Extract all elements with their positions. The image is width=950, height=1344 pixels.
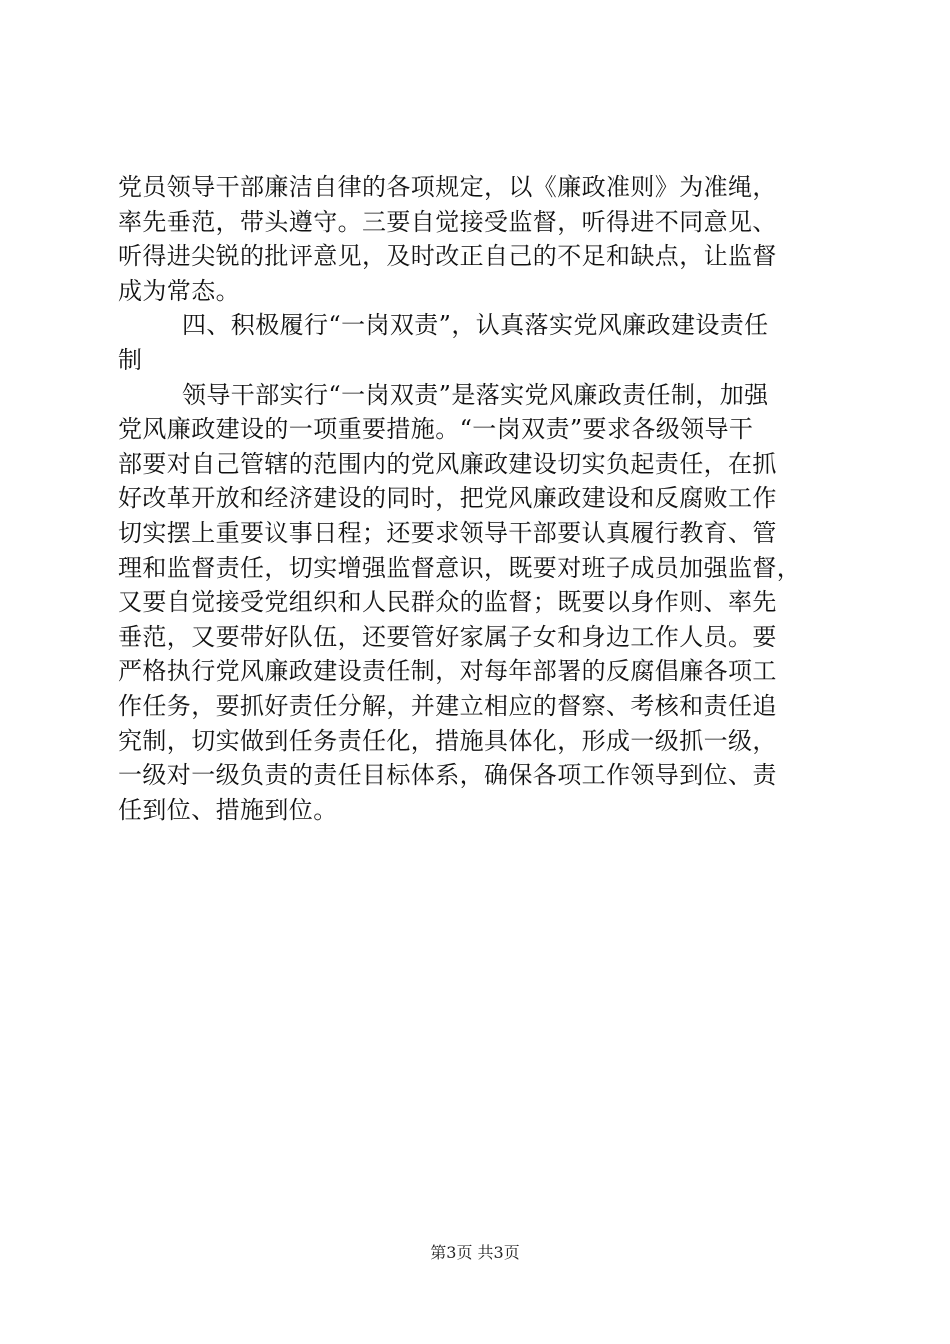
document-body — [118, 170, 838, 827]
page-footer: 第3页 共3页 — [430, 1243, 520, 1262]
text-line: 党员领导干部廉洁自律的各项规定，以《廉政准则》为准绳， — [118, 173, 777, 201]
text-line: 好改革开放和经济建设的同时，把党风廉政建设和反腐败工作 — [118, 484, 777, 513]
text-line: 理和监督责任，切实增强监督意识，既要对班子成员加强监督， — [118, 553, 802, 582]
text-line: 垂范，又要带好队伍，还要管好家属子女和身边工作人员。要 — [118, 622, 777, 651]
text-line: 制 — [118, 345, 143, 374]
text-line: 率先垂范，带头遵守。三要自觉接受监督，听得进不同意见、 — [118, 207, 777, 236]
text-line: 部要对自己管辖的范围内的党风廉政建设切实负起责任，在抓 — [118, 449, 777, 478]
text-line: 听得进尖锐的批评意见，及时改正自己的不足和缺点，让监督 — [118, 242, 777, 271]
text-line: 严格执行党风廉政建设责任制，对每年部署的反腐倡廉各项工 — [118, 657, 777, 686]
text-line: 一级对一级负责的责任目标体系，确保各项工作领导到位、责 — [118, 761, 777, 790]
text-line: 切实摆上重要议事日程；还要求领导干部要认真履行教育、管 — [118, 518, 777, 547]
text-line: 党风廉政建设的一项重要措施。“一岗双责”要求各级领导干 — [118, 415, 754, 444]
text-line: 成为常态。 — [118, 276, 240, 305]
text-line: 作任务，要抓好责任分解，并建立相应的督察、考核和责任追 — [118, 691, 777, 720]
text-line: 任到位、措施到位。 — [118, 795, 338, 824]
text-line: 究制，切实做到任务责任化，措施具体化，形成一级抓一级， — [118, 726, 777, 755]
text-line: 领导干部实行“一岗双责”是落实党风廉政责任制，加强 — [182, 380, 769, 409]
text-line: 四、积极履行“一岗双责”，认真落实党风廉政建设责任 — [182, 311, 769, 340]
text-line: 又要自觉接受党组织和人民群众的监督；既要以身作则、率先 — [118, 588, 777, 617]
